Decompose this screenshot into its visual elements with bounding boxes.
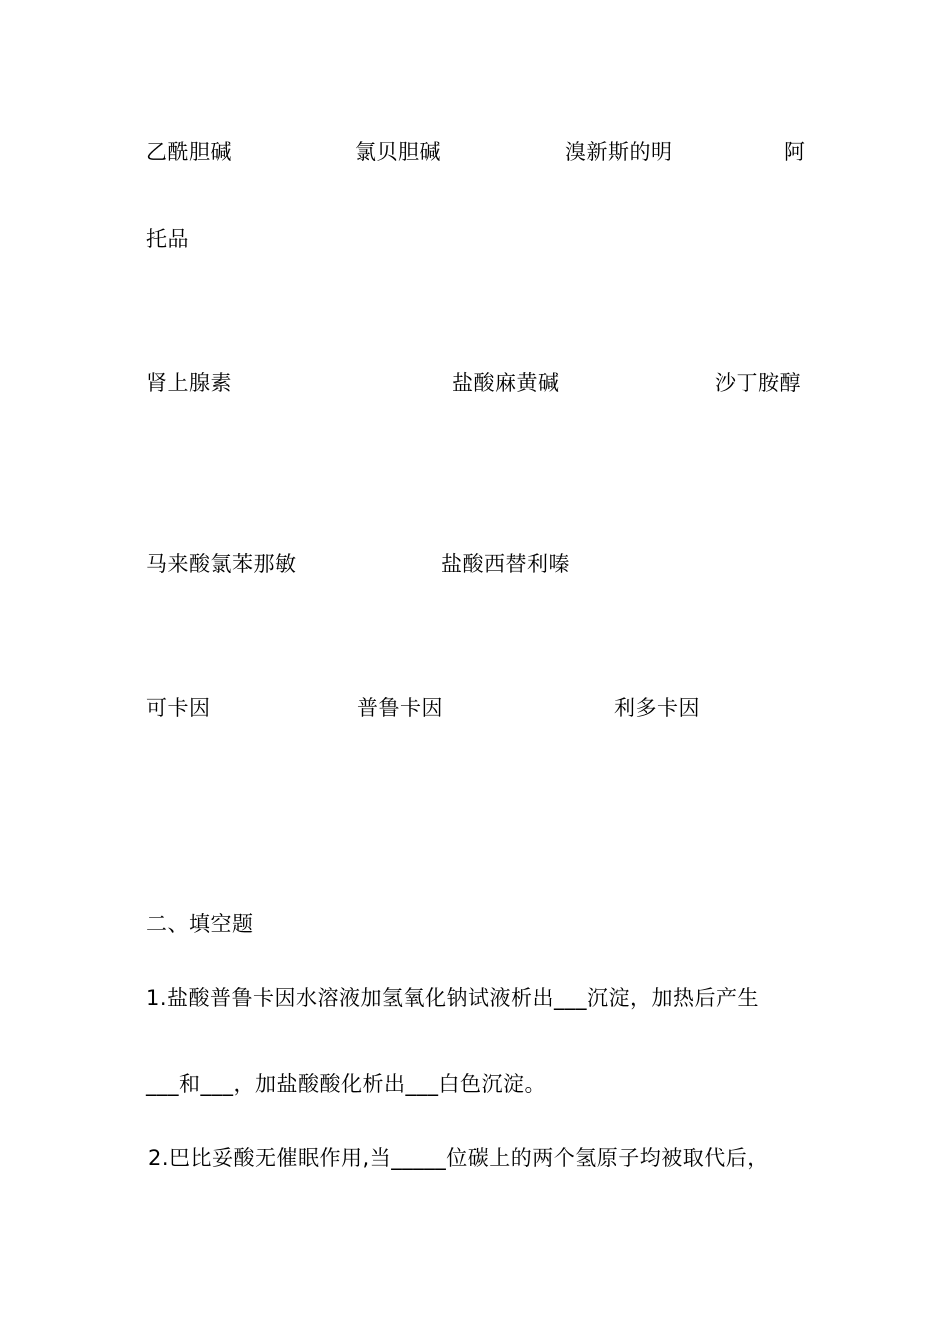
question-1-line-2: ___和___，加盐酸酸化析出___白色沉淀。	[146, 1072, 546, 1096]
drug-cocaine: 可卡因	[146, 696, 211, 720]
drug-ephedrine-hydrochloride: 盐酸麻黄碱	[452, 371, 560, 395]
question-2-line-1: 2.巴比妥酸无催眠作用,当_____位碳上的两个氢原子均被取代后，	[148, 1146, 769, 1170]
drug-salbutamol: 沙丁胺醇	[715, 371, 801, 395]
drug-bethanechol-chloride: 氯贝胆碱	[355, 140, 441, 164]
question-1-line-1: 1.盐酸普鲁卡因水溶液加氢氧化钠试液析出___沉淀，加热后产生	[146, 986, 760, 1010]
drug-procaine: 普鲁卡因	[357, 696, 443, 720]
drug-acetylcholine: 乙酰胆碱	[146, 140, 232, 164]
drug-atropine-part2: 托品	[146, 227, 189, 251]
drug-neostigmine-bromide: 溴新斯的明	[565, 140, 673, 164]
drug-epinephrine: 肾上腺素	[146, 371, 232, 395]
drug-chlorphenamine-maleate: 马来酸氯苯那敏	[146, 552, 297, 576]
drug-lidocaine: 利多卡因	[614, 696, 700, 720]
section-heading: 二、填空题	[146, 912, 254, 936]
drug-atropine-part1: 阿	[784, 140, 806, 164]
drug-cetirizine-hydrochloride: 盐酸西替利嗪	[441, 552, 570, 576]
